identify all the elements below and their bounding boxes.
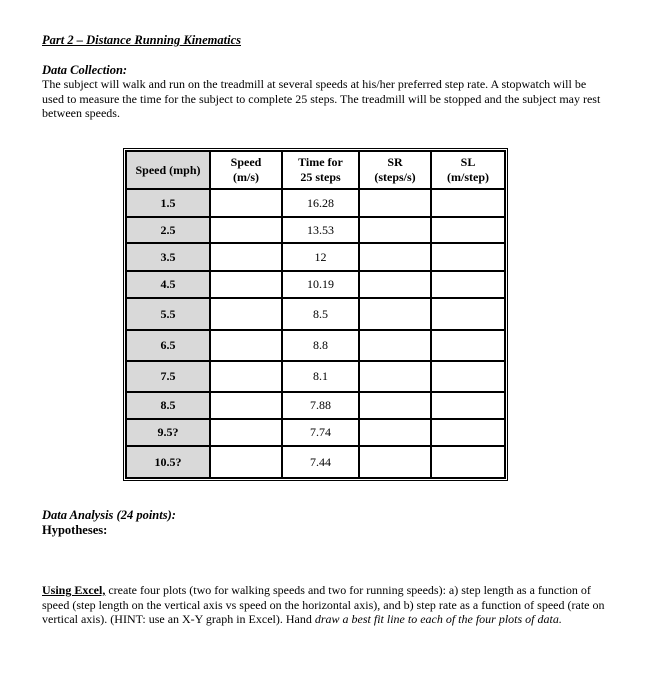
- sl-cell: [431, 271, 505, 298]
- data-table: [125, 150, 506, 479]
- sl-cell: [431, 243, 505, 271]
- sr-cell: [359, 361, 431, 392]
- header-sl-line1: SL: [460, 155, 476, 169]
- table-row: [126, 361, 505, 392]
- speed-cell: 3.5: [126, 243, 210, 271]
- speed-ms-cell: [210, 330, 282, 361]
- header-sr-line2: (steps/s): [374, 170, 416, 184]
- speed-ms-cell: [210, 217, 282, 243]
- speed-cell: 6.5: [126, 330, 210, 361]
- excel-italic: draw a best fit line to each of the four plots of data.: [314, 612, 562, 626]
- time-cell: 16.28: [282, 189, 359, 217]
- speed-cell: 8.5: [126, 392, 210, 419]
- header-speed-mph-label: Speed (mph): [135, 162, 201, 177]
- data-collection-heading: Data Collection:: [42, 63, 128, 77]
- time-cell: 12: [282, 243, 359, 271]
- time-cell: 7.44: [282, 446, 359, 478]
- header-time-line1: Time for: [298, 155, 343, 169]
- table-row: [126, 446, 505, 478]
- speed-cell: 9.5?: [126, 419, 210, 446]
- sl-cell: [431, 217, 505, 243]
- header-time-line2: 25 steps: [300, 170, 341, 184]
- sr-cell: [359, 419, 431, 446]
- speed-cell: 10.5?: [126, 446, 210, 478]
- sl-cell: [431, 361, 505, 392]
- sl-cell: [431, 446, 505, 478]
- speed-ms-cell: [210, 189, 282, 217]
- table-row: [126, 217, 505, 243]
- header-speed-ms: [210, 151, 282, 189]
- header-sl-line2: (m/step): [447, 170, 489, 184]
- time-cell: 10.19: [282, 271, 359, 298]
- time-cell: 8.5: [282, 298, 359, 330]
- header-speed-mph: [126, 151, 210, 189]
- excel-lead: Using Excel,: [42, 583, 106, 597]
- header-sr-line1: SR: [387, 155, 403, 169]
- data-analysis-heading: Data Analysis (24 points):: [42, 508, 176, 522]
- sl-cell: [431, 189, 505, 217]
- time-cell: 8.8: [282, 330, 359, 361]
- table-row: [126, 189, 505, 217]
- sr-cell: [359, 243, 431, 271]
- hypotheses-label: Hypotheses:: [42, 523, 108, 537]
- sr-cell: [359, 330, 431, 361]
- sr-cell: [359, 217, 431, 243]
- sl-cell: [431, 419, 505, 446]
- header-speed-ms-line1: Speed: [230, 155, 262, 169]
- header-time: [282, 151, 359, 189]
- time-cell: 7.88: [282, 392, 359, 419]
- time-cell: 8.1: [282, 361, 359, 392]
- sr-cell: [359, 298, 431, 330]
- header-sl: [431, 151, 505, 189]
- data-collection-body: The subject will walk and run on the treadmill at several speeds at his/her preferred step rate. A stopwatch will be used to measure the time for the subject to complete 25 steps. The treadmill will be stopped and the subject may rest between speeds.: [42, 77, 601, 120]
- header-sr: [359, 151, 431, 189]
- sr-cell: [359, 271, 431, 298]
- table-row: [126, 392, 505, 419]
- speed-ms-cell: [210, 361, 282, 392]
- table-row: [126, 419, 505, 446]
- sl-cell: [431, 392, 505, 419]
- page-title: Part 2 – Distance Running Kinematics: [42, 33, 241, 47]
- time-cell: 7.74: [282, 419, 359, 446]
- table-row: [126, 243, 505, 271]
- speed-cell: 5.5: [126, 298, 210, 330]
- speed-ms-cell: [210, 271, 282, 298]
- table-row: [126, 271, 505, 298]
- speed-ms-cell: [210, 419, 282, 446]
- table-header-row: [126, 151, 505, 189]
- time-cell: 13.53: [282, 217, 359, 243]
- speed-ms-cell: [210, 243, 282, 271]
- table-row: [126, 298, 505, 330]
- sr-cell: [359, 446, 431, 478]
- speed-cell: 2.5: [126, 217, 210, 243]
- sl-cell: [431, 330, 505, 361]
- sl-cell: [431, 298, 505, 330]
- sr-cell: [359, 392, 431, 419]
- excel-body: create four plots (two for walking speeds and two for running speeds): a) step length as a function of speed (step length on the vertical axis vs speed on the horizontal axis), and b) step rate as a function of speed (rate on vertical axis). (HINT: use an X-Y graph in Excel). Hand: [42, 583, 605, 626]
- excel-instructions: [42, 583, 612, 627]
- speed-cell: 1.5: [126, 189, 210, 217]
- speed-ms-cell: [210, 298, 282, 330]
- speed-cell: 4.5: [126, 271, 210, 298]
- sr-cell: [359, 189, 431, 217]
- table-row: [126, 330, 505, 361]
- speed-ms-cell: [210, 392, 282, 419]
- speed-ms-cell: [210, 446, 282, 478]
- speed-cell: 7.5: [126, 361, 210, 392]
- header-speed-ms-line2: (m/s): [233, 170, 259, 184]
